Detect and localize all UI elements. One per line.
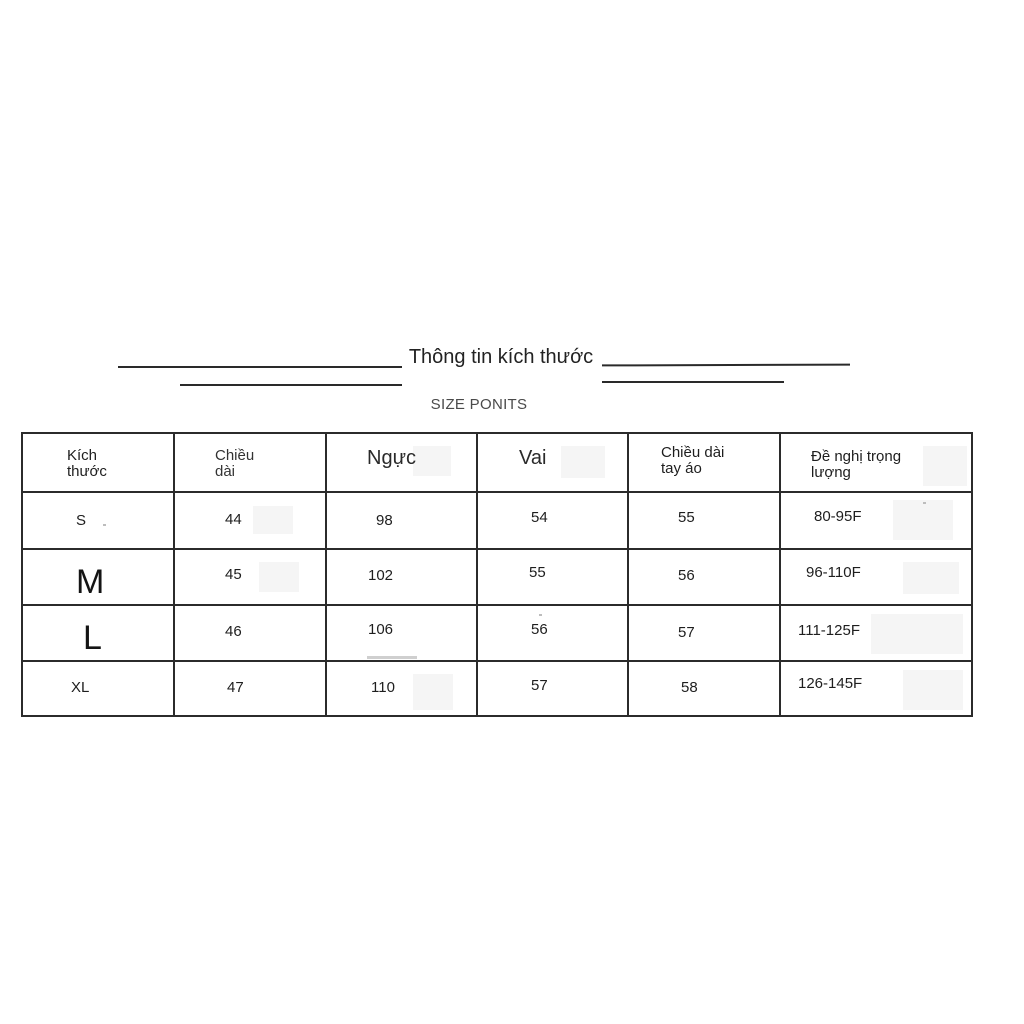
scan-speck [539,614,542,616]
cell-length: 47 [227,679,244,696]
cell-shoulder: 57 [531,677,548,694]
cell-shoulder: 54 [531,509,548,526]
scan-ghost [893,500,953,540]
cell-length: 45 [225,566,242,583]
column-divider [173,434,175,715]
header-sleeve-line2: tay áo [661,460,702,477]
cell-weight: 96-110F [806,564,861,581]
header-length [215,448,254,480]
cell-chest: 102 [368,567,394,584]
scan-ghost [903,670,963,710]
cell-chest: 98 [376,512,393,529]
row-divider [23,491,971,493]
cell-length: 46 [225,623,242,640]
column-divider [476,434,478,715]
row-divider [23,604,971,606]
page-title: Thông tin kích thước [408,346,594,368]
cell-sleeve: 56 [678,567,695,584]
cell-weight: 80-95F [814,508,862,525]
header-weight-line2: lượng [811,464,851,481]
cell-sleeve: 58 [681,679,698,696]
header-size [67,448,107,480]
page-subtitle: SIZE PONITS [430,396,528,413]
header-weight [811,449,901,481]
cell-chest: 106 [368,621,394,638]
cell-sleeve: 55 [678,509,695,526]
column-divider [779,434,781,715]
header-sleeve-line1: Chiều dài [661,444,725,461]
title-rule-left-bottom [180,384,402,386]
scan-ghost [923,446,967,486]
row-divider [23,548,971,550]
column-divider [627,434,629,715]
scan-ghost [413,446,451,476]
scan-ghost [253,506,293,534]
cell-weight: 126-145F [798,675,863,692]
scan-ghost [903,562,959,594]
cell-sleeve: 57 [678,624,695,641]
header-size-line2: thước [67,463,107,480]
header-weight-line1: Đề nghị trọng [811,448,902,465]
scan-speck [103,524,106,526]
cell-length: 44 [225,511,242,528]
scan-ghost [413,674,453,710]
scan-speck [367,656,417,659]
scan-speck [923,502,926,504]
size-label-s: S [76,512,87,529]
header-shoulder: Vai [519,447,547,469]
scan-ghost [561,446,605,478]
size-table [21,432,973,717]
header-chest: Ngực [367,447,416,469]
column-divider [325,434,327,715]
header-length-line1: Chiều [215,447,255,464]
scan-ghost [871,614,963,654]
cell-chest: 110 [371,679,395,696]
cell-shoulder: 55 [529,564,546,581]
header-length-line2: dài [215,463,236,480]
header-size-line1: Kích [67,447,98,464]
title-rule-right-bottom [602,381,784,383]
scan-ghost [259,562,299,592]
header-sleeve-length [661,445,724,477]
size-label-m: M [76,563,105,601]
size-label-l: L [83,619,102,657]
cell-weight: 111-125F [798,622,860,639]
cell-shoulder: 56 [531,621,548,638]
row-divider [23,660,971,662]
size-label-xl: XL [71,679,90,696]
